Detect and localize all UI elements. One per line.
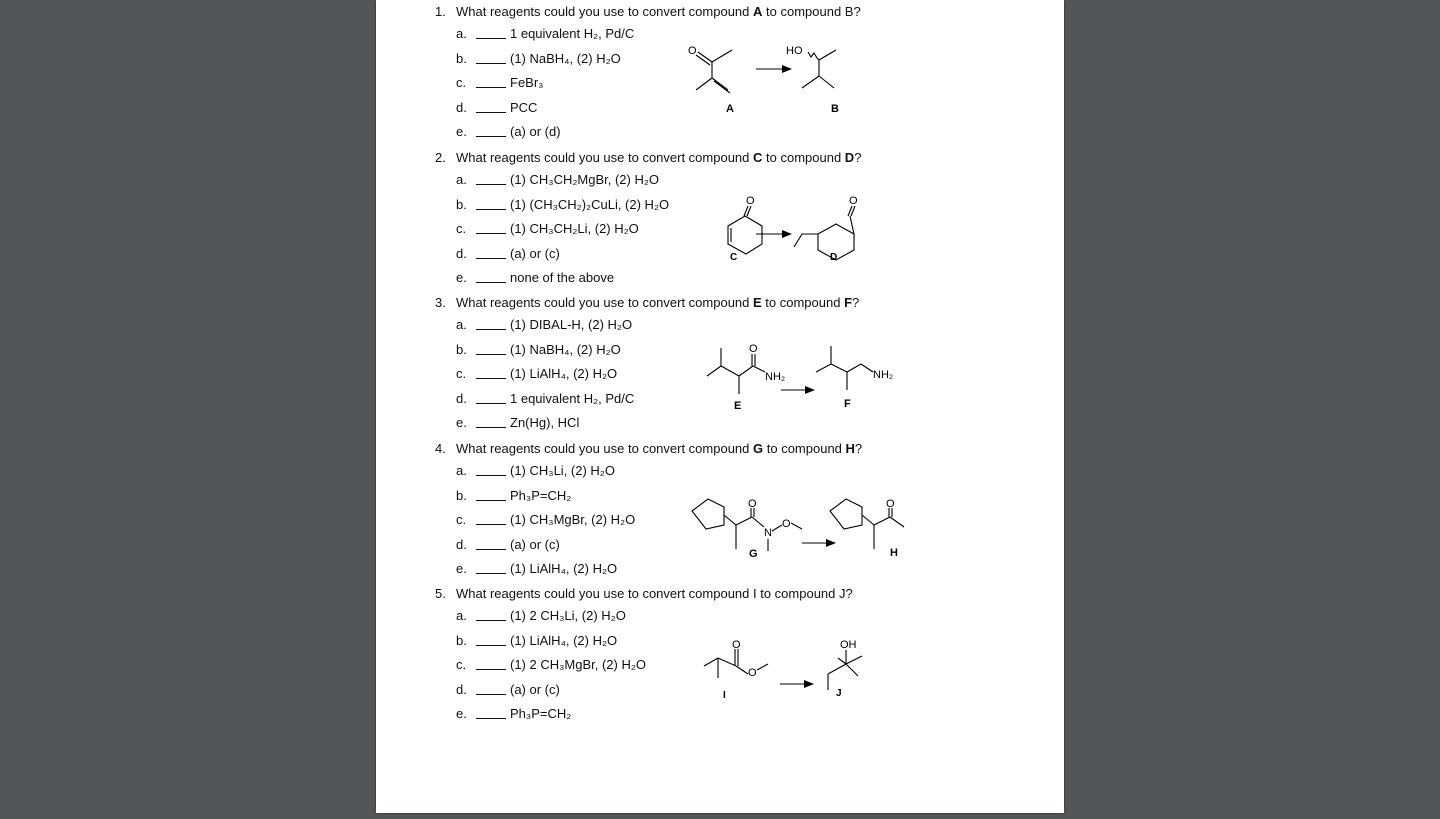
- answer-blank: [476, 669, 506, 670]
- answer-blank: [476, 549, 506, 550]
- atom-label-oh: OH: [840, 639, 857, 651]
- answer-blank: [476, 258, 506, 259]
- option-text: (a) or (c): [510, 681, 560, 697]
- answer-blank: [476, 500, 506, 501]
- option-text: Zn(Hg), HCl: [510, 415, 580, 431]
- question-number: 4.: [435, 441, 446, 456]
- atom-label-o: O: [886, 498, 895, 510]
- option-letter: d.: [456, 390, 467, 406]
- answer-blank: [476, 645, 506, 646]
- option-letter: a.: [456, 608, 467, 623]
- atom-label-o: O: [748, 498, 757, 510]
- option-letter: a.: [456, 317, 467, 332]
- question-number: 3.: [435, 295, 446, 310]
- answer-blank: [476, 87, 506, 88]
- option-letter: a.: [456, 26, 467, 41]
- question-text-part: What reagents could you use to convert compound: [456, 150, 754, 165]
- option-letter: b.: [456, 487, 467, 503]
- option-letter: b.: [456, 341, 467, 357]
- option-letter: e.: [456, 561, 467, 577]
- option-letter: c.: [456, 657, 467, 673]
- question-text: [456, 150, 861, 166]
- option-letter: a.: [456, 172, 467, 187]
- answer-blank: [476, 184, 506, 185]
- option-text: (1) 2 CH₃Li, (2) H₂O: [510, 608, 626, 623]
- answer-blank: [476, 694, 506, 695]
- answer-blank: [476, 329, 506, 330]
- question-text-part: to compound: [762, 150, 845, 165]
- question-text-part: to compound: [761, 295, 845, 310]
- option-letter: d.: [456, 536, 467, 552]
- answer-blank: [476, 282, 506, 283]
- option-letter: b.: [456, 50, 467, 66]
- compound-reference: H: [845, 441, 855, 456]
- compound-reference: F: [844, 295, 853, 310]
- option-text: (1) CH₃CH₂MgBr, (2) H₂O: [510, 172, 660, 187]
- atom-label-o: O: [749, 343, 758, 355]
- question-text-part: ?: [854, 150, 862, 165]
- option-text: Ph₃P=CH₂: [510, 706, 572, 722]
- option-text: (a) or (c): [510, 536, 560, 552]
- question-text-part: ?: [854, 441, 863, 456]
- question-text-part: ?: [852, 295, 860, 310]
- option-text: (a) or (c): [510, 245, 560, 261]
- compound-label-j: J: [836, 688, 842, 699]
- atom-label-nh2: NH₂: [765, 371, 786, 383]
- option-letter: e.: [456, 270, 467, 286]
- question-text: [456, 586, 853, 602]
- compound-label-a: A: [726, 103, 734, 115]
- option-letter: c.: [456, 221, 467, 237]
- answer-blank: [476, 573, 506, 574]
- compound-reference: A: [753, 4, 763, 19]
- option-letter: e.: [456, 706, 467, 722]
- option-text: (a) or (d): [510, 124, 561, 140]
- option-letter: e.: [456, 124, 467, 140]
- question-text: [456, 4, 861, 20]
- option-text: PCC: [510, 99, 538, 115]
- answer-blank: [476, 354, 506, 355]
- option-text: (1) NaBH₄, (2) H₂O: [510, 341, 621, 357]
- compound-reference: G: [753, 441, 764, 456]
- option-text: 1 equivalent H₂, Pd/C: [510, 26, 635, 41]
- structure-i-to-j: [698, 636, 898, 702]
- structure-a-to-b: [676, 38, 856, 118]
- question-text-part: What reagents could you use to convert compound I to compound J?: [456, 586, 853, 601]
- option-letter: c.: [456, 512, 467, 528]
- atom-label-o: O: [732, 639, 741, 651]
- answer-blank: [476, 112, 506, 113]
- question-text-part: to compound: [763, 441, 846, 456]
- option-text: (1) LiAlH₄, (2) H₂O: [510, 632, 618, 648]
- atom-label-o: O: [746, 195, 755, 207]
- option-text: 1 equivalent H₂, Pd/C: [510, 390, 635, 406]
- compound-reference: D: [844, 150, 855, 165]
- compound-label-g: G: [749, 548, 758, 560]
- document-page: [376, 0, 1064, 813]
- option-letter: c.: [456, 366, 467, 382]
- option-text: (1) CH₃Li, (2) H₂O: [510, 463, 615, 478]
- answer-blank: [476, 136, 506, 137]
- answer-blank: [476, 233, 506, 234]
- compound-label-d: D: [830, 252, 838, 263]
- answer-blank: [476, 403, 506, 404]
- atom-label-o: O: [849, 195, 858, 207]
- option-letter: b.: [456, 196, 467, 212]
- compound-label-b: B: [831, 103, 839, 115]
- answer-blank: [476, 524, 506, 525]
- answer-blank: [476, 378, 506, 379]
- option-text: (1) (CH₃CH₂)₂CuLi, (2) H₂O: [510, 196, 670, 212]
- option-text: (1) CH₃CH₂Li, (2) H₂O: [510, 221, 639, 237]
- option-text: none of the above: [510, 270, 615, 286]
- answer-blank: [476, 427, 506, 428]
- option-text: (1) LiAlH₄, (2) H₂O: [510, 561, 618, 577]
- question-text-part: What reagents could you use to convert compound: [456, 295, 754, 310]
- option-text: (1) 2 CH₃MgBr, (2) H₂O: [510, 657, 647, 673]
- option-letter: b.: [456, 632, 467, 648]
- answer-blank: [476, 209, 506, 210]
- question-text-part: What reagents could you use to convert compound: [456, 4, 754, 19]
- atom-label-nh2: NH₂: [873, 369, 894, 381]
- compound-label-e: E: [734, 400, 742, 412]
- option-letter: d.: [456, 245, 467, 261]
- question-text-part: What reagents could you use to convert compound: [456, 441, 754, 456]
- option-text: FeBr₃: [510, 75, 544, 91]
- atom-label-n: N: [764, 527, 772, 539]
- compound-label-i: I: [723, 690, 726, 701]
- option-text: (1) CH₃MgBr, (2) H₂O: [510, 512, 636, 528]
- question-text-part: to compound B?: [762, 4, 861, 19]
- answer-blank: [476, 718, 506, 719]
- option-letter: d.: [456, 99, 467, 115]
- structure-g-to-h: [688, 495, 918, 563]
- question-number: 1.: [435, 4, 446, 19]
- option-text: (1) DIBAL-H, (2) H₂O: [510, 317, 633, 332]
- option-text: (1) LiAlH₄, (2) H₂O: [510, 366, 618, 382]
- option-text: (1) NaBH₄, (2) H₂O: [510, 50, 621, 66]
- option-letter: d.: [456, 681, 467, 697]
- compound-reference: E: [753, 295, 762, 310]
- compound-reference: C: [753, 150, 763, 165]
- atom-label-o: O: [782, 518, 791, 530]
- question-number: 2.: [435, 150, 446, 165]
- question-text: [456, 295, 859, 311]
- option-letter: c.: [456, 75, 467, 91]
- option-letter: a.: [456, 463, 467, 478]
- answer-blank: [476, 38, 506, 39]
- compound-label-f: F: [844, 398, 851, 410]
- answer-blank: [476, 620, 506, 621]
- answer-blank: [476, 63, 506, 64]
- option-text: Ph₃P=CH₂: [510, 487, 572, 503]
- structure-e-to-f: [701, 338, 901, 416]
- question-text: [456, 441, 862, 457]
- atom-label-ho: HO: [786, 45, 803, 57]
- compound-label-h: H: [890, 547, 898, 559]
- structure-c-to-d: [706, 192, 866, 264]
- compound-label-c: C: [730, 252, 738, 263]
- atom-label-o: O: [688, 45, 697, 57]
- answer-blank: [476, 475, 506, 476]
- atom-label-o: O: [748, 667, 757, 679]
- option-letter: e.: [456, 415, 467, 431]
- question-number: 5.: [435, 586, 446, 601]
